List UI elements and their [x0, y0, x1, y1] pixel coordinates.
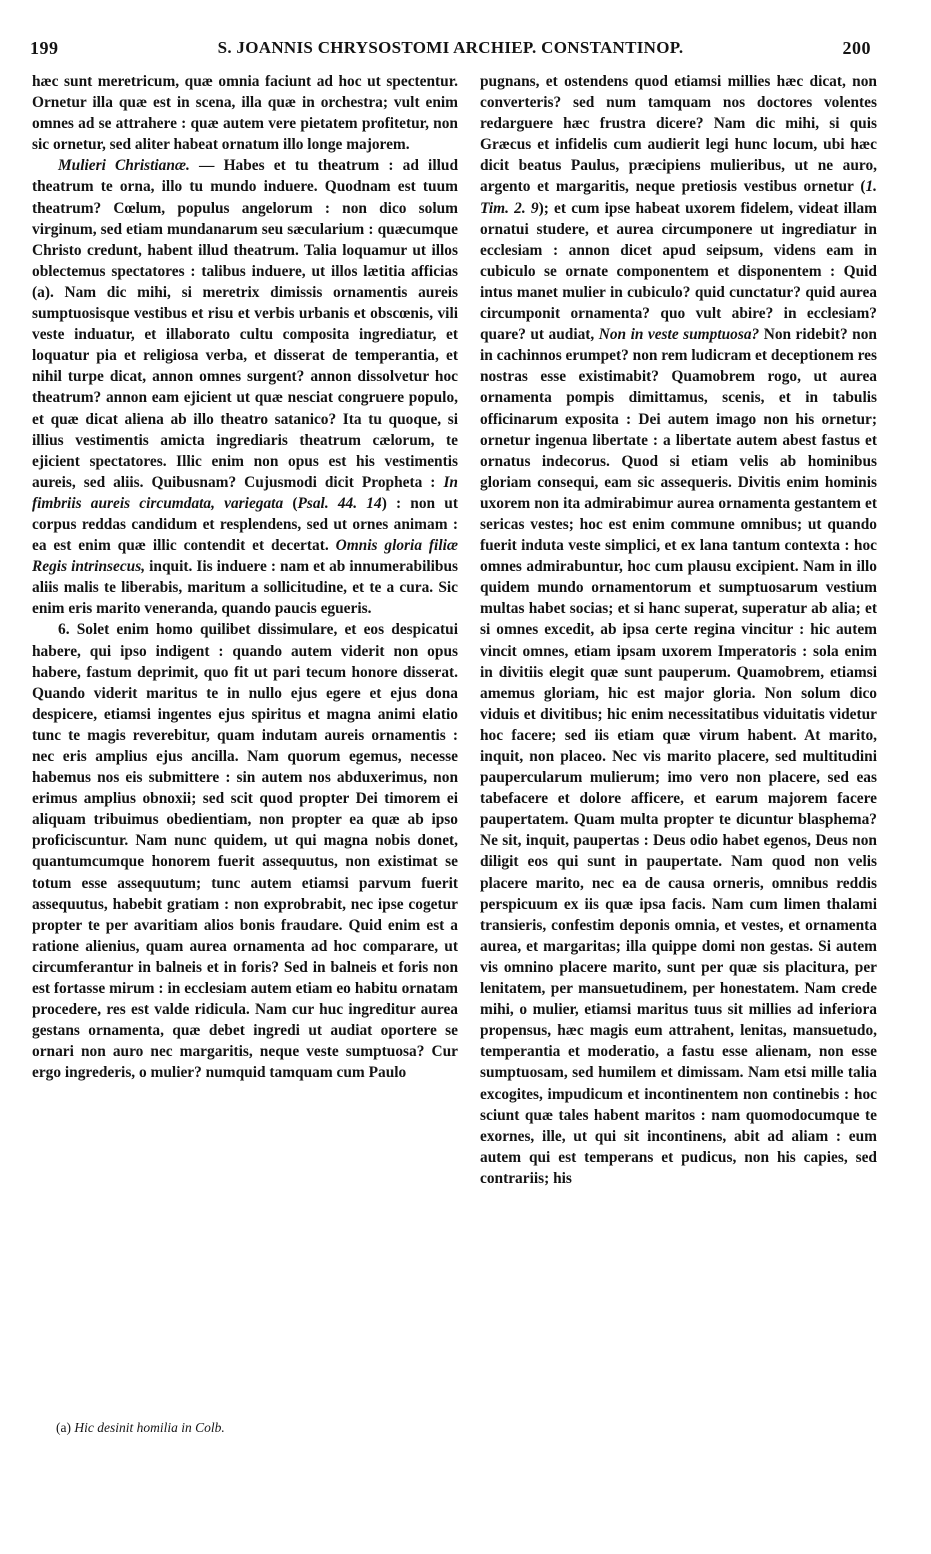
text-run: ) : non ut corpus reddas candidum et resplendens, sed ut ornes animam : ea est enim quæ illic contendit et decertat.: [32, 494, 458, 555]
scripture-quote: Omnis gloria filiæ Regis intrinsecus,: [32, 537, 458, 576]
scripture-quote: In fimbriis aureis circumdata, variegata: [32, 473, 458, 512]
page-number-right: 200: [842, 38, 871, 58]
left-column: [32, 71, 458, 1531]
section-heading: Mulieri Christianæ.: [58, 157, 190, 175]
text-run: — Habes et tu theatrum : ad illud theatrum te orna, illo tu mundo induere. Quodnam est tuum theatrum? Cœlum, populus angelorum : non dico solum virginum, sed etiam mundanarum seu sæcularium : quæcumque Christo credunt, habent illud theatrum. Talia loquamur ut illos oblectemus spectatores : talibus induere, ut illos lætitia afficias (a). Nam dic mihi, si meretrix dimissis ornamentis aureis sumptuosisque vestibus et risu et verbis urbanis et obscœnis, vili veste induatur, et illaborato cultu composita ingrediatur, et loquatur pia et religiosa verba, et disserat de temperantia, et nihil turpe dicat, annon omnes surgent? annon dissolvetur hoc theatrum? annon eam ejicient ut quæ nesciat congruere populo, et quæ dicat aliena ab illo theatro satanico? Ita tu quoque, si illius vestimentis amicta ingrediaris theatrum cælorum, te ejicient spectatores. Illic enim non opus est his vestimentis aureis, sed aliis. Quibusnam? Cujusmodi dicit Propheta :: [32, 157, 458, 491]
text-run: pugnans, et ostendens quod etiamsi millies hæc dicat, non converteris? sed num tamquam nos doctores volentes redarguere hæc frustra dicere? Nam dic mihi, si quis Græcus et infidelis cum audierit legi hunc locum, ubi hæc dicit beatus Paulus, præcipiens mulieribus, ut ne auro, argento et margaritis, neque pretiosis vestibus ornetur (: [480, 73, 877, 196]
running-title: S. JOANNIS CHRYSOSTOMI ARCHIEP. CONSTANTINOP.: [217, 38, 684, 57]
page-number-left: 199: [30, 38, 59, 58]
footnote: [56, 1420, 436, 1436]
text-run: Non ridebit? non in cachinnos erumpet? non rem ludicram et deceptionem res nostras esse existimabit? Quamobrem rogo, ut aurea ornamenta pompis dimittamus, scenis, et in tabulis officinarum exposita : Dei autem imago non his ornetur; ornetur ingenua libertate : a libertate autem abest fastus et ornatus indecorus. Quod si etiam velis ab hominibus gloriam consequi, eam sic assequeris. Divitis enim hominis uxorem non ita admirabimur aurea ornamenta gestantem et sericas vestes; hoc est enim commune omnibus; ut quando fuerit induta veste simplici, et ex lana tantum contexta : hoc omnes admirabuntur, hoc cum plausu excipient. Nam in illo quidem mundo ornamentorum et sumptuosarum vestium multas habet socias; et si hanc superat, superatur ab alia; et si omnes excedit, ab ipsa certe regina vincitur : hic autem vincit omnes, etiam ipsam uxorem Imperatoris : sola enim in divitiis elegit quæ sunt pauperum. Quamobrem, etiamsi amemus gloriam, hic est major gloria. Non solum dico viduis et divitibus; hic enim necessitatibus viduitatis videtur hoc facere; sed iis etiam quæ virum habent. At marito, inquit, non placeo. Nec vis marito placere, sed multitudini paupercularum mulierum; imo vero non placere, sed eas tabefacere et dolore afficere, et earum majorem facere paupertatem. Quam multa propter te dicuntur blasphema? Ne sit, inquit, paupertas : Deus odio habet egenos, Deus non diligit eos qui sunt in paupertate. Nam quod non velis placere marito, nec ea de causa orneris, omnibus reddis perspicuum ex iis quæ ipsa facis. Nam cum limen thalami transieris, confestim deponis omnia, et vestes, et ornamenta aurea, et margaritas; illa quippe domi non gestas. Si autem vis omnino placere marito, sunt per quæ sis placitura, per lenitatem, per mansuetudinem, per honestatem. Nam crede mihi, o mulier, etiamsi maritus tuus sit millies ad inferiora propensus, hæc magis eum attrahent, lenitas, mansuetudo, temperantia et moderatio, a fastu esse alienam, non esse sumptuosam, sed humilem et dimissam. Nam etsi mille talia excogites, impudicum et incontinentem non continebis : hoc sciunt quæ tales habent maritos : nam quomodocumque te exornes, ille, ut qui sit incontinens, abit ad aliam : eum autem qui est temperans et pudicus, non his capies, sed contrariis; his: [480, 326, 877, 1187]
paragraph: [32, 155, 458, 619]
paragraph: 6. Solet enim homo quilibet dissimulare, et eos despicatui habere, qui ipso indigent : quando autem viderit non opus habere, fastum deprimit, quo fit ut pari tecum honore disserat. Quando viderit maritus te in nullo ejus egere et ejus dona despicere, etiamsi ingentes ejus spiritus et magna animi elatio tunc te magis reverebitur, quam indutam aureis ornamentis : nec eris amplius ejus ancilla. Nam quorum egemus, necesse habemus nos eis submittere : sin autem nos abduxerimus, non erimus amplius obnoxii; sed scit quod propter Dei timorem ei aliquam tribuimus obedientiam, non propter ea quæ ab ipso proficiscuntur. Nam nunc quidem, ut qui magna nobis donet, quantumcumque honorem fuerit assequutus, non existimat se totum esse assequutum; tunc autem etiamsi parvum fuerit assequutus, habebit gratiam : non exprobrabit, nec ipse cogetur propter te per avaritiam alios bonis fraudare. Quid enim est a ratione alienius, quam aurea ornamenta ad hoc comparare, ut circumferantur in balneis et in foris? Sed in balneis et foris non est fortasse mirum : in ecclesiam autem etiam eo habitu ornatam procedere, res est valde ridicula. Nam cur huc ingreditur aurea gestans ornamenta, quæ debet ingredi ut audiat oportere se ornari non auro nec margaritis, neque veste sumptuosa? Cur ergo ingrederis, o mulier? numquid tamquam cum Paulo: [32, 621, 458, 1082]
scripture-reference: 1. Tim. 2. 9: [480, 178, 877, 217]
running-header: [30, 30, 871, 64]
scripture-quote: Non in veste sumptuosa?: [598, 326, 760, 344]
text-run: ); et cum ipse habeat uxorem fidelem, videat illam ornatui studere, et aurea circumponere ut ingrediatur in ecclesiam : annon dicet apud seipsum, videns eam in cubiculo se ornate componentem et disponentem : Quid intus manet mulier in cubiculo? quid cunctatur? quid aurea circumponit ornamenta? quo vult abire? in ecclesiam? quare? ut audiat,: [480, 199, 877, 344]
paragraph: [480, 71, 877, 1189]
footnote-text: Hic desinit homilia in Colb.: [70, 1420, 225, 1435]
text-run: inquit. Iis induere : nam et ab innumerabilibus aliis malis te liberabis, maritum a sollicitudine, et te a cura. Sic enim eris marito veneranda, quando paucis egueris.: [32, 558, 458, 618]
text-run: (: [283, 494, 298, 512]
right-column: [480, 71, 877, 1531]
footnote-mark: (a): [56, 1420, 71, 1435]
scripture-reference: Psal. 44. 14: [297, 494, 382, 512]
paragraph: hæc sunt meretricum, quæ omnia faciunt ad hoc ut spectentur. Ornetur illa quæ est in scena, illa quæ in orchestra; vult enim omnes ad se attrahere : quæ autem vere pietatem profitetur, non sic ornetur, sed aliter habeat ornatum illo longe majorem.: [32, 73, 458, 154]
